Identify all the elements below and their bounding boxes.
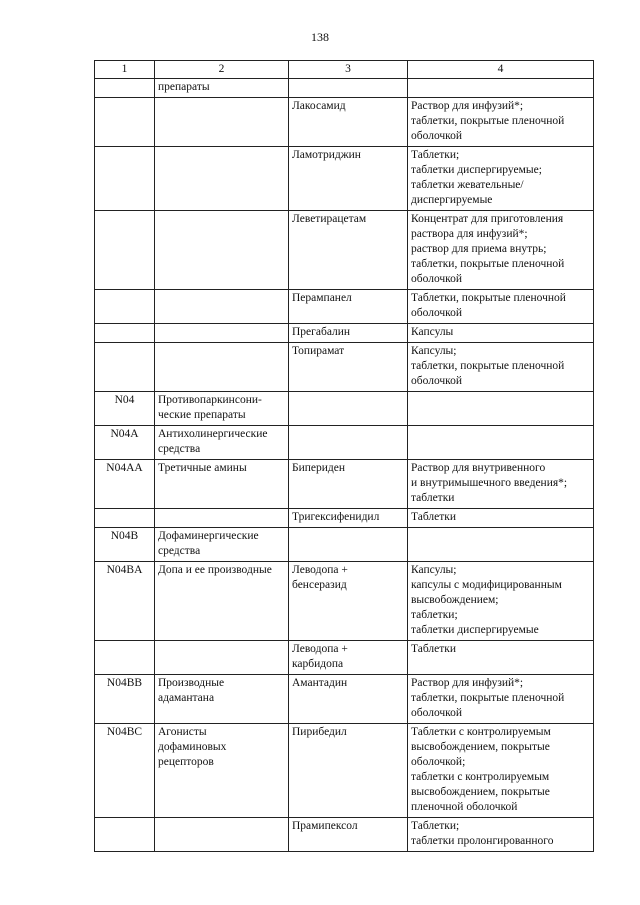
table-row xyxy=(95,79,594,98)
table-row xyxy=(95,290,594,324)
dosage-form-cell xyxy=(408,528,594,562)
table-row xyxy=(95,675,594,724)
table-row xyxy=(95,509,594,528)
atc-code-cell xyxy=(95,324,155,343)
cell-line: Бипериден xyxy=(292,462,346,474)
dosage-form-cell xyxy=(408,818,594,852)
dosage-form-cell xyxy=(408,147,594,211)
atc-code-cell: N04AA xyxy=(95,460,155,509)
cell-line: Концентрат для приготовления xyxy=(411,213,564,225)
anatomic-group-cell xyxy=(155,392,289,426)
dosage-form-cell xyxy=(408,98,594,147)
table-row xyxy=(95,147,594,211)
table-header-row xyxy=(95,61,594,79)
cell-line: препараты xyxy=(158,81,210,93)
dosage-form-cell xyxy=(408,79,594,98)
atc-code-cell: N04 xyxy=(95,392,155,426)
cell-line: таблетки пролонгированного xyxy=(411,835,554,847)
cell-line: дофаминовых xyxy=(158,741,227,753)
atc-code-cell xyxy=(95,343,155,392)
drug-name-cell xyxy=(289,211,408,290)
anatomic-group-cell xyxy=(155,562,289,641)
cell-line: таблетки с контролируемым xyxy=(411,771,550,783)
cell-line: Леводопа + xyxy=(292,643,348,655)
drug-name-cell xyxy=(289,460,408,509)
column-header: 1 xyxy=(95,61,155,79)
table-row xyxy=(95,641,594,675)
cell-line: диспергируемые xyxy=(411,194,493,206)
atc-code-cell xyxy=(95,98,155,147)
atc-code-cell: N04BC xyxy=(95,724,155,818)
dosage-form-cell xyxy=(408,392,594,426)
cell-line: оболочкой xyxy=(411,707,463,719)
dosage-form-cell xyxy=(408,343,594,392)
drug-name-cell xyxy=(289,675,408,724)
cell-line: таблетки, покрытые пленочной xyxy=(411,115,565,127)
table-row xyxy=(95,343,594,392)
cell-line: таблетки жевательные/ xyxy=(411,179,524,191)
drug-name-cell xyxy=(289,509,408,528)
cell-line: высвобождением, покрытые xyxy=(411,741,550,753)
cell-line: Противопаркинсони- xyxy=(158,394,262,406)
drug-name-cell xyxy=(289,724,408,818)
drug-name-cell xyxy=(289,641,408,675)
cell-line: пленочной оболочкой xyxy=(411,801,518,813)
page-number: 138 xyxy=(311,30,329,44)
cell-line: Таблетки с контролируемым xyxy=(411,726,551,738)
cell-line: и внутримышечного введения*; xyxy=(411,477,568,489)
cell-line: Третичные амины xyxy=(158,462,247,474)
cell-line: средства xyxy=(158,443,201,455)
cell-line: Перампанел xyxy=(292,292,352,304)
atc-code-cell xyxy=(95,79,155,98)
anatomic-group-cell xyxy=(155,818,289,852)
table-row xyxy=(95,724,594,818)
cell-line: Пирибедил xyxy=(292,726,347,738)
dosage-form-cell xyxy=(408,641,594,675)
atc-code-cell xyxy=(95,641,155,675)
anatomic-group-cell xyxy=(155,426,289,460)
cell-line: Капсулы; xyxy=(411,345,457,357)
cell-line: Допа и ее производные xyxy=(158,564,272,576)
cell-line: таблетки, покрытые пленочной xyxy=(411,360,565,372)
atc-code-cell: N04BA xyxy=(95,562,155,641)
drug-name-cell xyxy=(289,426,408,460)
dosage-form-cell xyxy=(408,562,594,641)
cell-line: Раствор для инфузий*; xyxy=(411,100,524,112)
cell-line: Топирамат xyxy=(292,345,345,357)
drug-name-cell xyxy=(289,324,408,343)
anatomic-group-cell xyxy=(155,509,289,528)
cell-line: Таблетки xyxy=(411,643,457,655)
anatomic-group-cell xyxy=(155,675,289,724)
table-body xyxy=(95,79,594,852)
table-row xyxy=(95,324,594,343)
column-header: 3 xyxy=(289,61,408,79)
drug-name-cell xyxy=(289,562,408,641)
cell-line: Амантадин xyxy=(292,677,348,689)
atc-code-cell xyxy=(95,211,155,290)
atc-code-cell xyxy=(95,147,155,211)
anatomic-group-cell xyxy=(155,641,289,675)
dosage-form-cell xyxy=(408,724,594,818)
cell-line: рецепторов xyxy=(158,756,214,768)
table-row xyxy=(95,392,594,426)
atc-code-cell xyxy=(95,290,155,324)
drug-name-cell xyxy=(289,98,408,147)
cell-line: таблетки диспергируемые xyxy=(411,624,539,636)
table-row xyxy=(95,562,594,641)
drug-name-cell xyxy=(289,818,408,852)
cell-line: карбидопа xyxy=(292,658,344,670)
cell-line: Леводопа + xyxy=(292,564,348,576)
table-row xyxy=(95,460,594,509)
atc-code-cell xyxy=(95,509,155,528)
drug-table xyxy=(94,60,594,852)
cell-line: Капсулы xyxy=(411,326,454,338)
table-row xyxy=(95,818,594,852)
column-header: 2 xyxy=(155,61,289,79)
drug-name-cell xyxy=(289,392,408,426)
cell-line: Раствор для внутривенного xyxy=(411,462,546,474)
cell-line: Леветирацетам xyxy=(292,213,367,225)
cell-line: таблетки, покрытые пленочной xyxy=(411,692,565,704)
cell-line: Таблетки, покрытые пленочной xyxy=(411,292,566,304)
dosage-form-cell xyxy=(408,211,594,290)
cell-line: бенсеразид xyxy=(292,579,347,591)
cell-line: оболочкой xyxy=(411,307,463,319)
atc-code-cell: N04BB xyxy=(95,675,155,724)
cell-line: Антихолинергические xyxy=(158,428,268,440)
anatomic-group-cell xyxy=(155,460,289,509)
cell-line: Таблетки; xyxy=(411,149,460,161)
drug-name-cell xyxy=(289,343,408,392)
drug-name-cell xyxy=(289,290,408,324)
drug-name-cell xyxy=(289,147,408,211)
anatomic-group-cell xyxy=(155,528,289,562)
anatomic-group-cell xyxy=(155,147,289,211)
atc-code-cell: N04A xyxy=(95,426,155,460)
cell-line: Лакосамид xyxy=(292,100,346,112)
anatomic-group-cell xyxy=(155,724,289,818)
cell-line: Тригексифенидил xyxy=(292,511,380,523)
column-header: 4 xyxy=(408,61,594,79)
cell-line: ческие препараты xyxy=(158,409,246,421)
anatomic-group-cell xyxy=(155,211,289,290)
dosage-form-cell xyxy=(408,675,594,724)
atc-code-cell: N04B xyxy=(95,528,155,562)
cell-line: Таблетки xyxy=(411,511,457,523)
table-row xyxy=(95,98,594,147)
anatomic-group-cell xyxy=(155,324,289,343)
drug-name-cell xyxy=(289,79,408,98)
table-row xyxy=(95,426,594,460)
cell-line: оболочкой xyxy=(411,273,463,285)
cell-line: раствора для инфузий*; xyxy=(411,228,528,240)
table-row xyxy=(95,528,594,562)
cell-line: высвобождением; xyxy=(411,594,499,606)
anatomic-group-cell xyxy=(155,79,289,98)
cell-line: адамантана xyxy=(158,692,215,704)
table-row xyxy=(95,211,594,290)
cell-line: оболочкой xyxy=(411,375,463,387)
cell-line: Производные xyxy=(158,677,225,689)
cell-line: Агонисты xyxy=(158,726,207,738)
cell-line: раствор для приема внутрь; xyxy=(411,243,547,255)
cell-line: Таблетки; xyxy=(411,820,460,832)
dosage-form-cell xyxy=(408,290,594,324)
cell-line: оболочкой; xyxy=(411,756,466,768)
cell-line: капсулы с модифицированным xyxy=(411,579,562,591)
atc-code-cell xyxy=(95,818,155,852)
anatomic-group-cell xyxy=(155,290,289,324)
dosage-form-cell xyxy=(408,509,594,528)
dosage-form-cell xyxy=(408,324,594,343)
cell-line: Раствор для инфузий*; xyxy=(411,677,524,689)
drug-name-cell xyxy=(289,528,408,562)
cell-line: таблетки диспергируемые; xyxy=(411,164,542,176)
cell-line: таблетки; xyxy=(411,609,458,621)
anatomic-group-cell xyxy=(155,98,289,147)
cell-line: Прамипексол xyxy=(292,820,358,832)
cell-line: Прегабалин xyxy=(292,326,351,338)
cell-line: таблетки xyxy=(411,492,455,504)
cell-line: Ламотриджин xyxy=(292,149,361,161)
cell-line: Дофаминергические xyxy=(158,530,259,542)
cell-line: таблетки, покрытые пленочной xyxy=(411,258,565,270)
cell-line: высвобождением, покрытые xyxy=(411,786,550,798)
cell-line: оболочкой xyxy=(411,130,463,142)
anatomic-group-cell xyxy=(155,343,289,392)
dosage-form-cell xyxy=(408,460,594,509)
cell-line: Капсулы; xyxy=(411,564,457,576)
dosage-form-cell xyxy=(408,426,594,460)
cell-line: средства xyxy=(158,545,201,557)
